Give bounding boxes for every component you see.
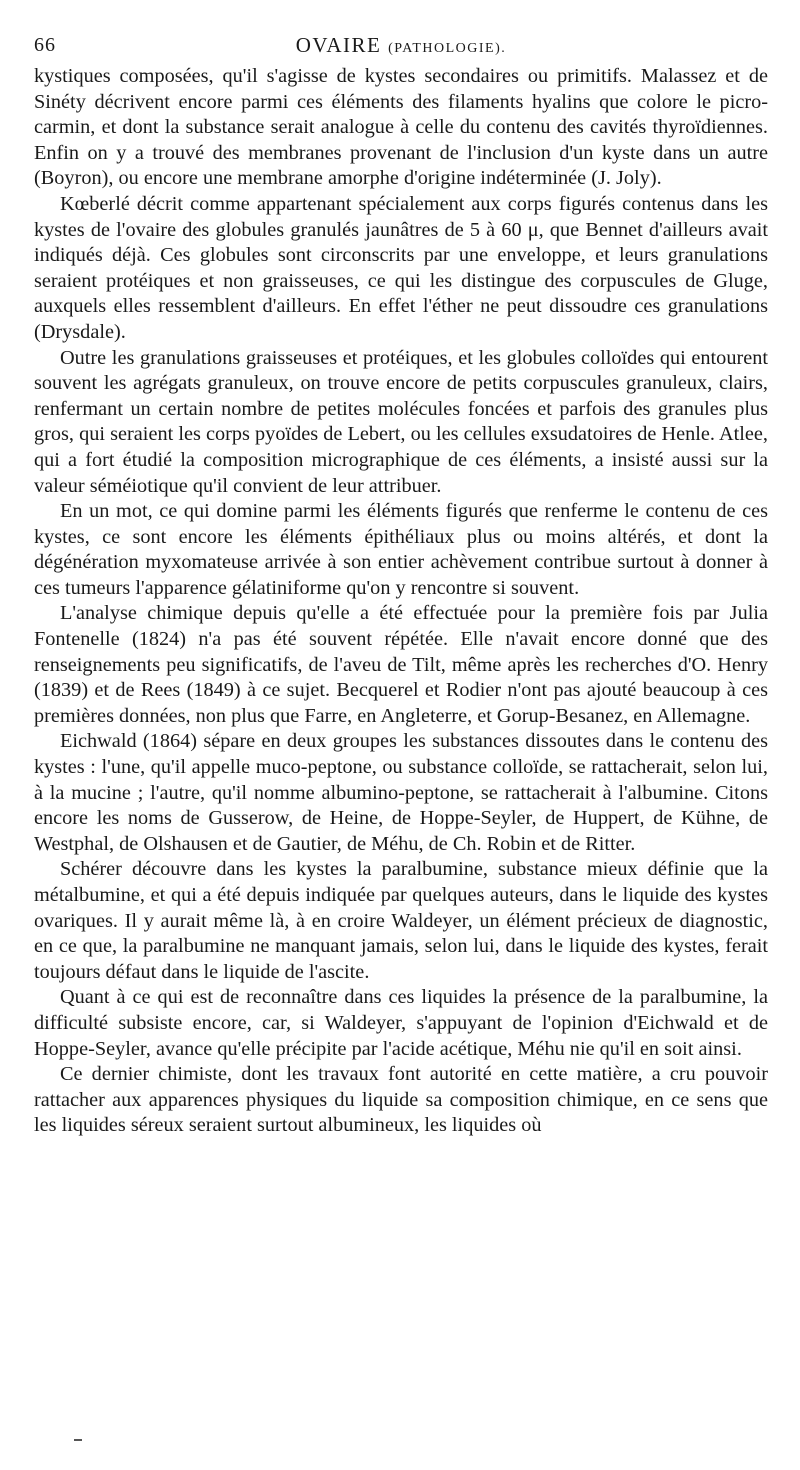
paragraph: Ce dernier chimiste, dont les travaux font autorité en cette matière, a cru pouvoir rattacher aux apparences physiques du liquide sa composition chimique, en ce sens que les liquides séreux seraient surtout albumineux, les liquides où (34, 1063, 768, 1137)
page (34, 0, 768, 1139)
paragraph: Outre les granulations graisseuses et protéiques, et les globules colloïdes qui entourent souvent les agrégats granuleux, on trouve encore de petits corpuscules granuleux, clairs, renfermant un certain nombre de petites molécules foncées et parfois des granules plus gros, qui seraient les corps pyoïdes de Lebert, ou les cellules exsudatoires de Henle. Atlee, qui a fort étudié la composition micrographique de ces éléments, a insisté aussi sur la valeur séméiotique qu'il convient de leur attribuer. (34, 346, 768, 497)
body-text (34, 64, 768, 1139)
paragraph: Eichwald (1864) sépare en deux groupes les substances dissoutes dans le contenu des kystes : l'une, qu'il appelle muco-peptone, ou substance colloïde, se rattacherait, selon lui, à la mucine ; l'autre, qu'il nomme albumino-peptone, se rattacherait à l'albumine. Citons encore les noms de Gusserow, de Heine, de Hoppe-Seyler, de Huppert, de Kühne, de Westphal, de Olshausen et de Gautier, de Méhu, de Ch. Robin et de Ritter. (34, 730, 768, 855)
running-title (34, 33, 768, 58)
paragraph: Kœberlé décrit comme appartenant spécialement aux corps figurés contenus dans les kystes de l'ovaire des globules granulés jaunâtres de 5 à 60 μ, que Bennet d'ailleurs avait indiqués déjà. Ces globules sont circonscrits par une enveloppe, et leurs granulations seraient protéiques et non graisseuses, ce qui les distingue des corpuscules de Gluge, auxquels elles ressemblent d'ailleurs. En effet l'éther ne peut dissoudre ces granulations (Drysdale). (34, 192, 768, 343)
paragraph: L'analyse chimique depuis qu'elle a été effectuée pour la première fois par Julia Fontenelle (1824) n'a pas été souvent répétée. Elle n'avait encore donné que des renseignements peu significatifs, de l'aveu de Tilt, même après les recherches d'O. Henry (1839) et de Rees (1849) à ce sujet. Becquerel et Rodier n'ont pas ajouté beaucoup à ces premières données, non plus que Farre, en Angleterre, et Gorup-Besanez, en Allemagne. (34, 602, 768, 727)
running-title-sub: (PATHOLOGIE). (388, 41, 507, 56)
paragraph: Quant à ce qui est de reconnaître dans ces liquides la présence de la paralbumine, la difficulté subsiste encore, car, si Waldeyer, s'appuyant de l'opinion d'Eichwald et de Hoppe-Seyler, avance qu'elle précipite par l'acide acétique, Méhu nie qu'il en soit ainsi. (34, 986, 768, 1060)
page-number: 66 (34, 34, 56, 56)
paragraph: En un mot, ce qui domine parmi les éléments figurés que renferme le contenu de ces kystes, ce sont encore les éléments épithéliaux plus ou moins altérés, et dont la dégénération myxomateuse arrivée à son entier achèvement contribue surtout à donner à ces tumeurs l'apparence gélatiniforme qu'on y rencontre si souvent. (34, 500, 768, 599)
paragraph: Schérer découvre dans les kystes la paralbumine, substance mieux définie que la métalbumine, et qui a été depuis indiquée par quelques auteurs, dans le liquide des kystes ovariques. Il y aurait même là, à en croire Waldeyer, un élément précieux de diagnostic, en ce que, la paralbumine ne manquant jamais, selon lui, dans le liquide des kystes, ferait toujours défaut dans le liquide de l'ascite. (34, 858, 768, 983)
footer-mark (74, 1439, 82, 1441)
running-title-main: OVAIRE (295, 33, 382, 57)
paragraph: kystiques composées, qu'il s'agisse de kystes secondaires ou primitifs. Malassez et de Sinéty décrivent encore parmi ces éléments des filaments hyalins que colore le picro-carmin, et dont la substance serait analogue à celle du contenu des cavités thyroïdiennes. Enfin on y a trouvé des membranes provenant de l'inclusion d'un kyste dans un autre (Boyron), ou encore une membrane amorphe d'origine indéterminée (J. Joly). (34, 65, 768, 190)
running-head (34, 0, 768, 64)
